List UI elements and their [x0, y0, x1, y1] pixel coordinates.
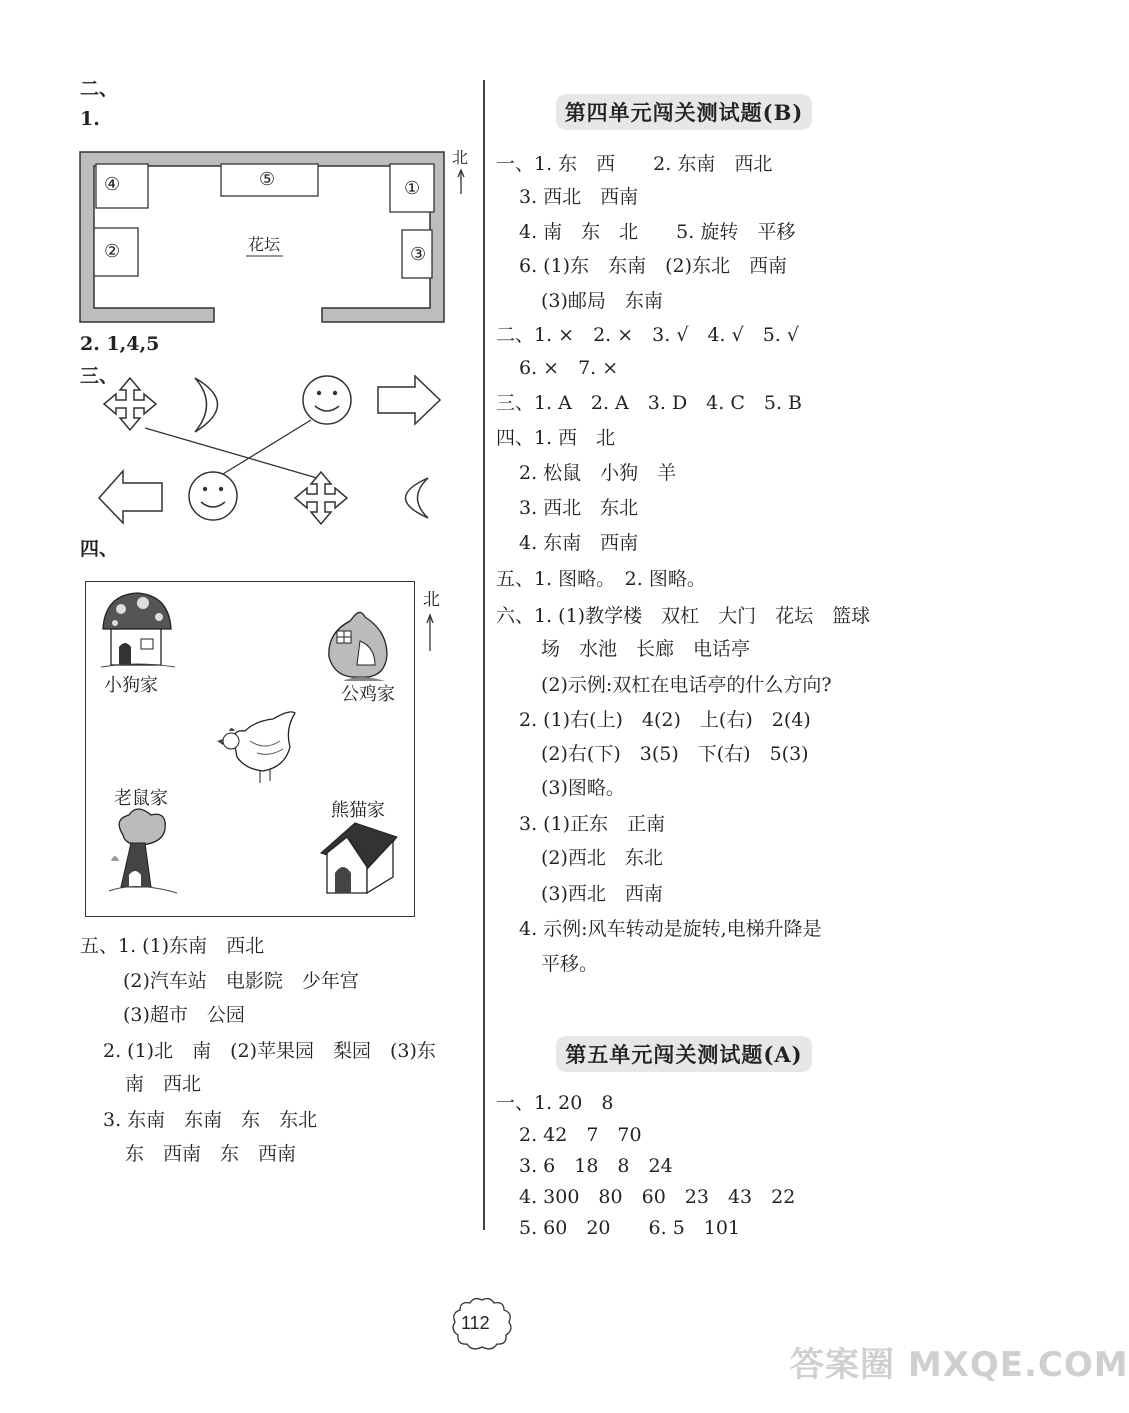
watermark-logo: 答案圈 MXQE.COM [790, 1345, 1129, 1385]
s5-line-7: 东 西南 东 西南 [125, 1143, 297, 1165]
unit4-b-line-19: (3)图略。 [541, 777, 625, 799]
unit4-b-line-18: (2)右(下) 3(5) 下(右) 5(3) [541, 743, 809, 765]
unit4-b-line-2: 3. 西北 西南 [519, 186, 639, 208]
section-2-label: 二、 [80, 78, 119, 100]
page-number: 112 [461, 1313, 490, 1333]
unit4-b-line-8: 三、1. A 2. A 3. D 4. C 5. B [496, 392, 803, 414]
map-north-label: 北 [423, 590, 440, 610]
peach-house-icon [329, 612, 387, 681]
s5-line-6: 3. 东南 东南 东 东北 [103, 1109, 318, 1131]
unit4-b-line-7: 6. × 7. × [519, 357, 619, 379]
column-divider [483, 80, 485, 1230]
smiley-face-icon-bottom [189, 472, 237, 520]
right-arrow-icon [378, 376, 440, 424]
mushroom-house-icon [101, 593, 175, 667]
unit4-b-line-21: (2)西北 东北 [541, 847, 663, 869]
garden-box-5-label: ⑤ [259, 169, 276, 190]
unit4-b-line-23: 4. 示例:风车转动是旋转,电梯升降是 [519, 918, 822, 940]
unit4-test-b-title: 第四单元闯关测试题(B) [556, 90, 812, 134]
garden-box-4-label: ④ [104, 174, 121, 195]
unit4-b-line-11: 3. 西北 东北 [519, 497, 639, 519]
unit4-b-line-6: 二、1. × 2. × 3. √ 4. √ 5. √ [496, 324, 799, 346]
hen-icon [217, 712, 295, 783]
unit4-b-line-17: 2. (1)右(上) 4(2) 上(右) 2(4) [519, 709, 811, 731]
dog-house-icon [321, 823, 397, 893]
unit5-a-line-2: 2. 42 7 70 [519, 1124, 642, 1146]
unit4-b-line-13: 五、1. 图略。 2. 图略。 [496, 568, 706, 590]
garden-box-2-label: ② [104, 241, 121, 262]
unit5-a-line-1: 一、1. 20 8 [496, 1092, 614, 1114]
s5-line-1: 五、1. (1)东南 西北 [80, 935, 265, 957]
crescent-moon-icon-top [195, 378, 218, 432]
garden-north-label: 北 [452, 148, 469, 167]
animal-map-drawings [85, 581, 465, 921]
q2-answer: 2. 1,4,5 [80, 333, 160, 355]
mouse-home-label: 老鼠家 [114, 788, 168, 809]
rooster-home-label: 公鸡家 [341, 684, 395, 705]
section-3-label: 三、 [80, 365, 119, 387]
unit4-b-line-24: 平移。 [541, 953, 599, 975]
s5-line-5: 南 西北 [125, 1073, 202, 1095]
shape-matching-diagram [95, 370, 455, 530]
tree-house-icon [109, 809, 177, 893]
garden-box-1-label: ① [404, 178, 421, 199]
unit4-b-line-3: 4. 南 东 北 5. 旋转 平移 [519, 221, 796, 243]
garden-center-label: 花坛 [248, 235, 281, 254]
unit4-b-line-9: 四、1. 西 北 [496, 427, 616, 449]
unit5-a-line-4: 4. 300 80 60 23 43 22 [519, 1186, 796, 1208]
unit5-a-line-3: 3. 6 18 8 24 [519, 1155, 673, 1177]
smiley-face-icon-top [303, 376, 351, 424]
unit4-b-line-10: 2. 松鼠 小狗 羊 [519, 462, 677, 484]
s5-line-2: (2)汽车站 电影院 少年宫 [123, 970, 359, 992]
dog-home-label: 小狗家 [104, 675, 158, 696]
s5-line-4: 2. (1)北 南 (2)苹果园 梨园 (3)东 [103, 1040, 436, 1062]
unit4-b-line-14: 六、1. (1)教学楼 双杠 大门 花坛 篮球 [496, 605, 871, 627]
s5-line-3: (3)超市 公园 [123, 1004, 245, 1026]
four-way-arrow-icon-bottom [295, 472, 347, 524]
unit4-b-line-4: 6. (1)东 东南 (2)东北 西南 [519, 255, 787, 277]
section-4-label: 四、 [80, 538, 119, 560]
unit4-b-line-20: 3. (1)正东 正南 [519, 813, 666, 835]
unit5-test-a-title: 第五单元闯关测试题(A) [556, 1032, 812, 1076]
q1-label: 1. [80, 108, 100, 130]
crescent-moon-icon-bottom [406, 478, 429, 518]
unit4-b-line-12: 4. 东南 西南 [519, 532, 639, 554]
unit4-b-line-15: 场 水池 长廊 电话亭 [541, 638, 751, 660]
unit4-b-line-16: (2)示例:双杠在电话亭的什么方向? [541, 674, 832, 696]
unit4-b-line-22: (3)西北 西南 [541, 883, 663, 905]
unit4-b-line-5: (3)邮局 东南 [541, 290, 663, 312]
unit5-a-line-5: 5. 60 20 6. 5 101 [519, 1217, 741, 1239]
garden-box-3-label: ③ [410, 244, 427, 265]
left-arrow-icon [99, 471, 162, 523]
panda-home-label: 熊猫家 [331, 800, 385, 821]
unit4-b-line-1: 一、1. 东 西 2. 东南 西北 [496, 153, 773, 175]
four-way-arrow-icon-top [104, 378, 156, 430]
